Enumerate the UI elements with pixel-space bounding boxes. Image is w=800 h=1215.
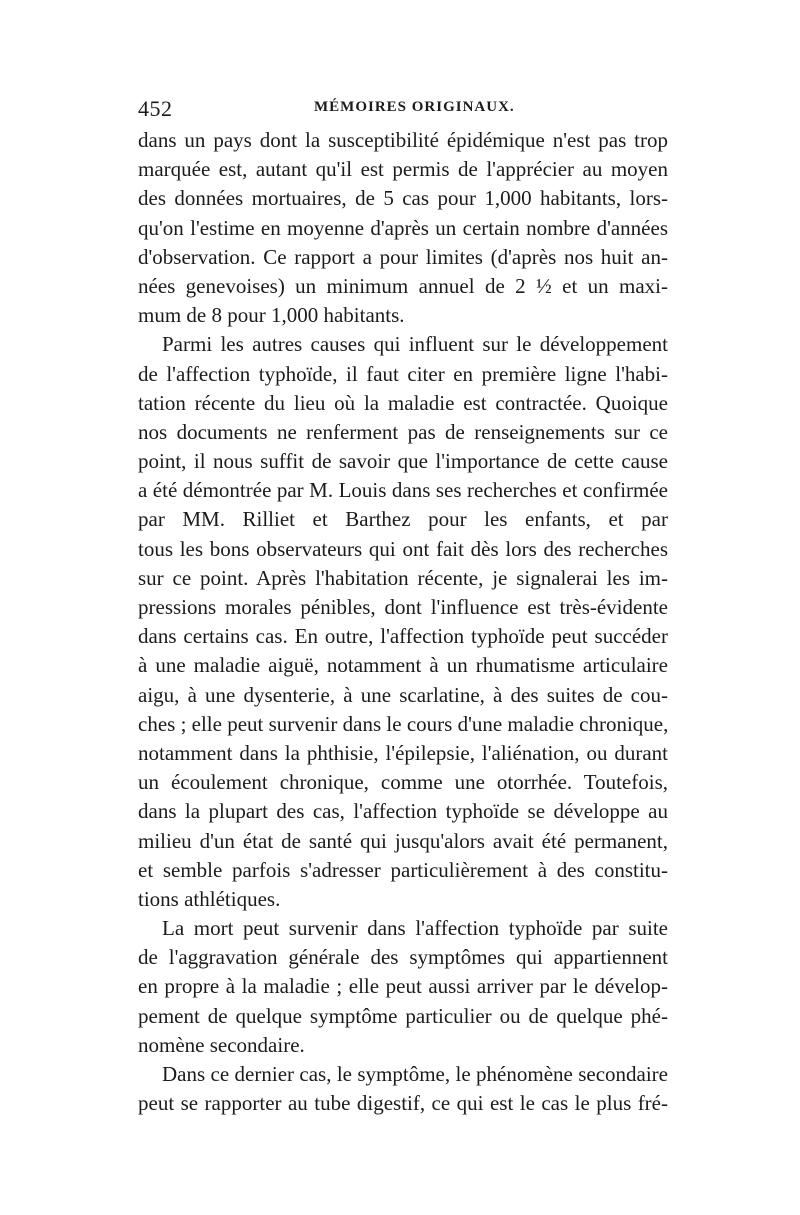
text-line: dans un pays dont la susceptibilité épidémique n'est pas trop <box>138 128 668 152</box>
text-line: par MM. Rilliet et Barthez pour les enfants, et par <box>138 507 668 532</box>
running-head: MÉMOIRES ORIGINAUX. <box>314 99 515 115</box>
text-line: nées genevoises) un minimum annuel de 2 ½ et un maxi- <box>138 273 668 298</box>
text-line: dans certains cas. En outre, l'affection typhoïde peut succéder <box>138 624 668 649</box>
text-line: a été démontrée par M. Louis dans ses recherches et confirmée <box>138 478 668 503</box>
page-number: 452 <box>138 96 173 121</box>
text-line: Dans ce dernier cas, le symptôme, le phénomène secondaire <box>162 1062 668 1086</box>
text-line: marquée est, autant qu'il est permis de l'apprécier au moyen <box>138 157 668 182</box>
book-page <box>138 96 668 1118</box>
text-line: à une maladie aiguë, notamment à un rhumatisme articulaire <box>138 653 668 678</box>
text-line: sur ce point. Après l'habitation récente, je signalerai les im- <box>138 565 668 590</box>
text-line: des données mortuaires, de 5 cas pour 1,000 habitants, lors- <box>138 186 668 211</box>
text-line: qu'on l'estime en moyenne d'après un certain nombre d'années <box>138 215 668 240</box>
text-line: point, il nous suffit de savoir que l'importance de cette cause <box>138 449 668 474</box>
text-line: notamment dans la phthisie, l'épilepsie, l'aliénation, ou durant <box>138 740 668 765</box>
text-line: Parmi les autres causes qui influent sur le développement <box>162 332 668 357</box>
text-line: et semble parfois s'adresser particulièrement à des constitu- <box>138 857 668 882</box>
page-header <box>138 96 668 126</box>
text-line: nos documents ne renferment pas de renseignements sur ce <box>138 419 668 444</box>
text-line: peut se rapporter au tube digestif, ce qui est le cas le plus fré- <box>138 1091 668 1116</box>
text-line: mum de 8 pour 1,000 habitants. <box>138 303 405 328</box>
text-line: d'observation. Ce rapport a pour limites (d'après nos huit an- <box>138 244 668 269</box>
text-line: pement de quelque symptôme particulier ou de quelque phé- <box>138 1003 668 1028</box>
text-line: tous les bons observateurs qui ont fait dès lors des recherches <box>138 536 668 561</box>
text-line: de l'aggravation générale des symptômes qui appartiennent <box>138 945 668 970</box>
text-line: aigu, à une dysenterie, à une scarlatine, à des suites de cou- <box>138 682 668 707</box>
text-line: dans la plupart des cas, l'affection typhoïde se développe au <box>138 799 668 824</box>
text-line: tions athlétiques. <box>138 886 281 911</box>
text-line: ches ; elle peut survenir dans le cours d'une maladie chronique, <box>138 711 668 736</box>
text-line: de l'affection typhoïde, il faut citer en première ligne l'habi- <box>138 361 668 386</box>
text-line: nomène secondaire. <box>138 1032 305 1057</box>
body-text <box>138 126 668 1118</box>
text-line: La mort peut survenir dans l'affection typhoïde par suite <box>162 916 668 941</box>
text-line: en propre à la maladie ; elle peut aussi arriver par le dévelop- <box>138 974 668 999</box>
text-line: milieu d'un état de santé qui jusqu'alors avait été permanent, <box>138 828 668 853</box>
text-line: tation récente du lieu où la maladie est contractée. Quoique <box>138 390 668 415</box>
text-line: un écoulement chronique, comme une otorrhée. Toutefois, <box>138 770 668 795</box>
text-line: pressions morales pénibles, dont l'influence est très-évidente <box>138 595 668 619</box>
